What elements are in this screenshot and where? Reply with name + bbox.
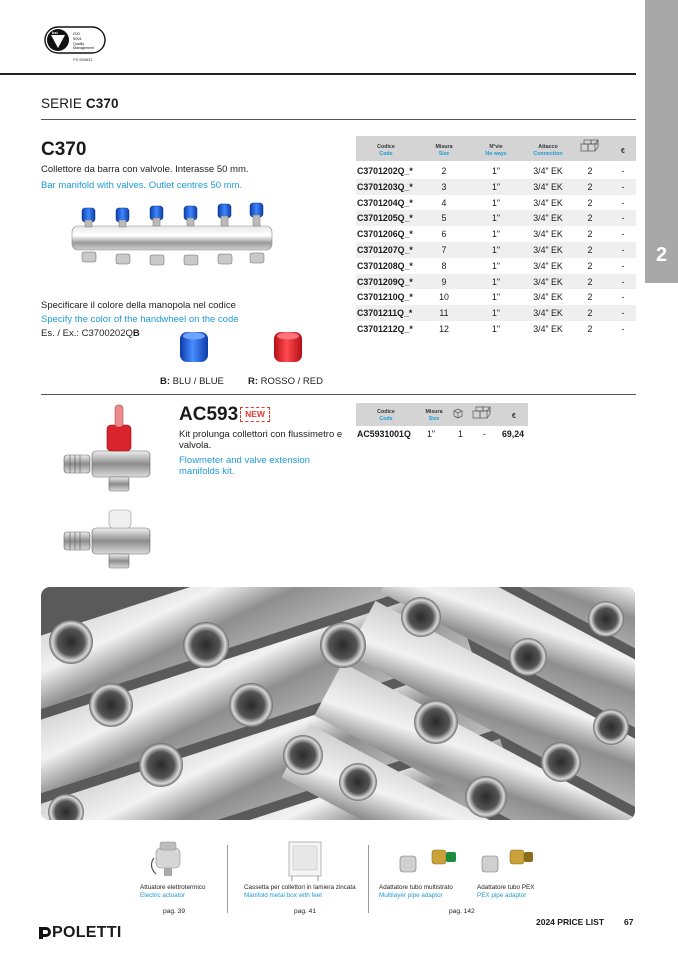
multilayer-pipe-adaptor-image: [396, 840, 460, 882]
ac-header-size: [422, 409, 446, 422]
header-size: [430, 144, 458, 157]
cell-size: 8: [441, 260, 447, 271]
header-price: €: [621, 148, 625, 155]
cell-pack: 2: [587, 292, 593, 303]
c370-description-it: Collettore da barra con valvole. Interasse 50 mm.: [41, 164, 249, 175]
cell-ways: 1": [491, 260, 500, 271]
package-boxes-icon: [580, 138, 602, 156]
ac-header-size-en: Size: [428, 415, 440, 422]
cell-price: -: [621, 197, 625, 208]
ac593-table-header: [356, 403, 528, 426]
accessory-3-title: Adattatore tubo multistrato: [379, 884, 453, 891]
manifold-product-image: [70, 200, 275, 278]
price-list-label: 2024 PRICE LIST: [536, 917, 605, 927]
table-row: [356, 226, 636, 242]
electric-actuator-image: [150, 840, 186, 882]
cell-size: 7: [441, 245, 447, 255]
handwheel-instruction-en: Specify the color of the handwheel on the code: [41, 314, 239, 325]
blue-handwheel-image: [178, 330, 210, 364]
c370-title: C370: [41, 139, 87, 160]
manifold-metal-box-image: [286, 840, 324, 882]
table-row: [356, 274, 636, 290]
cell-pack: 2: [587, 324, 593, 334]
ac593-description-it: Kit prolunga collettori con flussimetro e valvola.: [179, 429, 343, 451]
series-prefix: SERIE: [41, 96, 86, 111]
brand-name: POLETTI: [52, 924, 122, 941]
cell-connection: 3/4" EK: [533, 197, 563, 208]
accessory-1-page-link[interactable]: pag. 39: [163, 908, 185, 915]
cell-price: -: [621, 308, 625, 319]
accessory-divider: [227, 845, 228, 913]
cell-size: 1": [427, 429, 436, 439]
iso-logo-line-2: 9001: [73, 36, 82, 41]
cell-size: 10: [439, 292, 449, 303]
cell-price: -: [621, 181, 625, 192]
table-row: [356, 427, 531, 442]
iso-certification-logo: [44, 26, 106, 54]
cell-ways: 1": [491, 292, 500, 303]
cell-price: -: [621, 260, 625, 271]
section-side-tab: [645, 0, 678, 283]
cell-code: C3701209Q_*: [357, 276, 413, 287]
extension-kit-red-image: [62, 403, 157, 498]
cell-code: AC5931001Q: [357, 429, 411, 439]
iso-logo-line-3: Quality: [73, 42, 85, 46]
table-row: [356, 163, 636, 179]
color-option-blue: [160, 376, 224, 387]
cell-connection: 3/4" EK: [533, 245, 563, 255]
cell-ways: 1": [491, 245, 500, 255]
accessory-2-page-link[interactable]: pag. 41: [294, 908, 316, 915]
cell-pack: 2: [587, 181, 593, 192]
cell-price: -: [621, 166, 625, 176]
cell-pack: 2: [587, 229, 593, 240]
table-row: [356, 321, 636, 337]
color-red-name: ROSSO / RED: [258, 376, 323, 387]
cell-code: C3701208Q_*: [357, 260, 413, 271]
cell-code: C3701210Q_*: [357, 292, 413, 303]
cell-size: 2: [441, 166, 447, 176]
cell-size: 5: [441, 213, 447, 224]
cell-pack: 2: [587, 197, 593, 208]
ac593-title: AC593: [179, 404, 239, 425]
cell-pack: 1: [458, 429, 463, 439]
header-code: [362, 144, 410, 157]
cell-ways: 1": [491, 197, 500, 208]
cell-connection: 3/4" EK: [533, 260, 563, 271]
cell-pack: 2: [587, 166, 593, 176]
accessory-1-subtitle: Electric actuator: [140, 892, 186, 899]
cell-code: C3701202Q_*: [357, 166, 413, 176]
iso-logo-line-4: Management: [73, 46, 94, 50]
iso-caption: FS 559831: [73, 57, 93, 62]
section-tab-number: 2: [655, 244, 668, 266]
extension-kit-white-image: [62, 508, 157, 574]
c370-description-en: Bar manifold with valves. Outlet centres 50 mm.: [41, 180, 243, 191]
series-divider: [41, 119, 636, 120]
cell-pack-box: -: [483, 429, 486, 439]
header-code-en: Code: [379, 150, 393, 157]
color-option-red: [248, 376, 323, 387]
table-row: [356, 195, 636, 211]
cell-code: C3701207Q_*: [357, 245, 413, 255]
header-code-it: Codice: [377, 144, 395, 150]
new-badge: NEW: [240, 407, 270, 422]
page-number: 67: [624, 917, 634, 927]
color-blue-code: B:: [160, 376, 171, 387]
ac593-description-en: Flowmeter and valve extension manifolds kit.: [179, 455, 310, 477]
cell-connection: 3/4" EK: [533, 324, 563, 334]
cell-price: -: [621, 229, 625, 240]
c370-table-header: [356, 136, 636, 161]
cell-pack: 2: [587, 276, 593, 287]
cell-connection: 3/4" EK: [533, 181, 563, 192]
accessory-3-page-link[interactable]: pag. 142: [449, 908, 475, 915]
header-ways-en: No ways: [485, 150, 507, 157]
cell-connection: 3/4" EK: [533, 308, 563, 319]
section-divider: [41, 394, 636, 395]
red-handwheel-image: [272, 330, 304, 364]
cell-price: -: [621, 245, 625, 255]
ac-header-code-it: Codice: [377, 409, 395, 415]
cell-code: C3701212Q_*: [357, 324, 413, 334]
poletti-logo-icon: [38, 925, 51, 940]
ac-header-code: [362, 409, 410, 422]
cell-connection: 3/4" EK: [533, 213, 563, 224]
header-size-it: Misura: [435, 144, 453, 150]
cell-size: 12: [439, 324, 449, 334]
table-row: [356, 242, 636, 258]
cell-pack: 2: [587, 213, 593, 224]
cell-size: 6: [441, 229, 447, 240]
cell-connection: 3/4" EK: [533, 276, 563, 287]
table-row: [356, 289, 636, 305]
ac-header-size-it: Misura: [425, 409, 443, 415]
cell-ways: 1": [491, 166, 500, 176]
series-title: [41, 96, 119, 111]
table-row: [356, 210, 636, 226]
cell-size: 3: [441, 181, 447, 192]
cell-code: C3701211Q_*: [357, 308, 413, 319]
cell-ways: 1": [491, 308, 500, 319]
iso-logo-line-1: ISO: [73, 31, 80, 36]
accessory-divider: [368, 845, 369, 913]
series-name: C370: [85, 96, 119, 111]
header-conn-en: Connection: [533, 150, 563, 157]
cell-code: C3701206Q_*: [357, 229, 413, 240]
cell-code: C3701205Q_*: [357, 213, 413, 224]
pex-pipe-adaptor-image: [478, 840, 538, 882]
cell-connection: 3/4" EK: [533, 229, 563, 240]
color-blue-name: BLU / BLUE: [170, 376, 224, 387]
accessory-1-title: Attuatore elettrotermico: [140, 884, 206, 891]
handwheel-example-code: Es. / Ex.: C3700202Q: [41, 328, 133, 339]
cell-price: -: [621, 276, 625, 287]
single-box-icon: [452, 407, 464, 419]
cell-price: -: [621, 324, 625, 334]
table-row: [356, 258, 636, 274]
svg-text:bsi: bsi: [52, 30, 58, 35]
color-red-code: R:: [248, 376, 259, 387]
accessory-4-subtitle: PEX pipe adaptor: [477, 892, 527, 899]
cell-size: 11: [439, 308, 449, 319]
accessory-3-subtitle: Multilayer pipe adaptor: [379, 892, 443, 899]
header-ways-it: N°vie: [489, 144, 503, 150]
cell-code: C3701203Q_*: [357, 181, 413, 192]
header-size-en: Size: [438, 150, 450, 157]
handwheel-example-suffix: B: [132, 328, 140, 339]
cell-price: -: [621, 292, 625, 303]
cell-price: -: [621, 213, 625, 224]
package-boxes-icon: [472, 405, 494, 423]
cell-pack: 2: [587, 260, 593, 271]
cell-size: 4: [441, 197, 447, 208]
cell-ways: 1": [491, 324, 500, 334]
manifolds-closeup-photo: [41, 587, 635, 820]
cell-code: C3701204Q_*: [357, 197, 413, 208]
cell-price: 69,24: [502, 429, 525, 439]
cell-ways: 1": [491, 276, 500, 287]
ac-header-code-en: Code: [379, 415, 393, 422]
handwheel-instruction-it: Specificare il colore della manopola nel codice: [41, 300, 236, 311]
cell-pack: 2: [587, 308, 593, 319]
ac-header-price: €: [512, 413, 516, 420]
header-connection: [526, 144, 570, 157]
handwheel-example: [41, 328, 140, 339]
cell-pack: 2: [587, 245, 593, 255]
cell-ways: 1": [491, 229, 500, 240]
header-divider: [0, 73, 636, 75]
accessory-2-subtitle: Manifold metal box with feet: [244, 892, 323, 899]
accessory-2-title: Cassetta per collettori in lamiera zincata: [244, 884, 356, 891]
header-conn-it: Attacco: [538, 144, 558, 150]
cell-connection: 3/4" EK: [533, 166, 563, 176]
accessory-4-title: Adattatore tubo PEX: [477, 884, 535, 891]
header-ways: [480, 144, 512, 157]
cell-ways: 1": [491, 181, 500, 192]
table-row: [356, 305, 636, 321]
cell-size: 9: [441, 276, 447, 287]
cell-ways: 1": [491, 213, 500, 224]
cell-connection: 3/4" EK: [533, 292, 563, 303]
table-row: [356, 179, 636, 195]
